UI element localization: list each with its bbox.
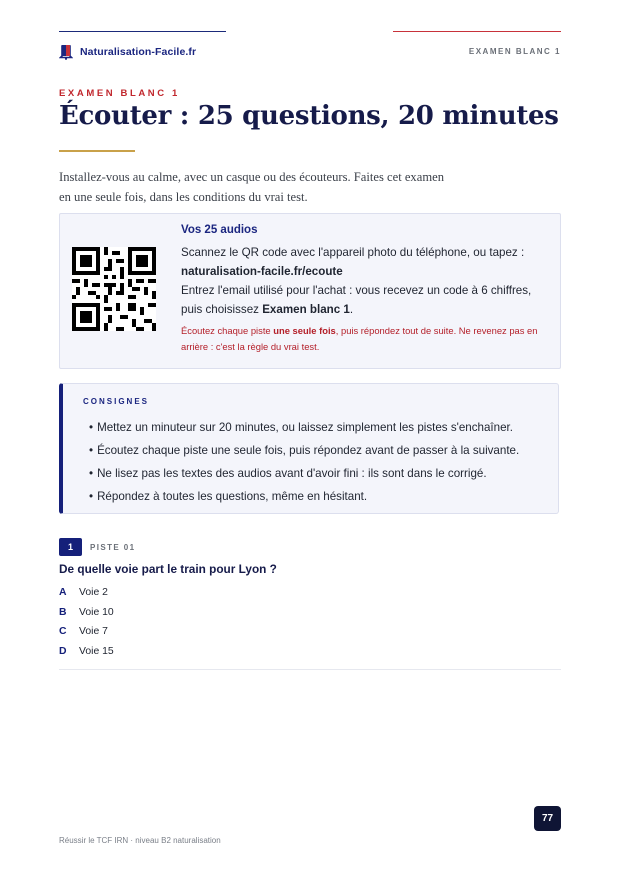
rule-item: • Ne lisez pas les textes des audios avant d'avoir fini : ils sont dans le corrigé. xyxy=(89,467,487,480)
answer-option[interactable] xyxy=(59,603,114,623)
option-letter: A xyxy=(59,587,67,599)
answer-option[interactable] xyxy=(59,622,114,642)
bell-icon xyxy=(59,44,73,60)
audio-warning: Écoutez chaque piste une seule fois, puis répondez tout de suite. Ne revenez pas en arrière : c'est la règle du vrai test. xyxy=(181,325,538,352)
question-header xyxy=(59,538,135,556)
audio-scan-instruction: Scannez le QR code avec l'appareil photo du téléphone, ou tapez : xyxy=(181,246,525,259)
question-number-badge: 1 xyxy=(59,538,82,556)
header-section-label: EXAMEN BLANC 1 xyxy=(468,47,561,56)
exam-name: Examen blanc 1 xyxy=(262,303,350,316)
page-number: 77 xyxy=(534,806,561,831)
kicker: EXAMEN BLANC 1 xyxy=(59,88,180,99)
answer-option[interactable] xyxy=(59,583,114,603)
rules-title: CONSIGNES xyxy=(83,397,150,406)
audio-email-instruction: Entrez l'email utilisé pour l'achat : vous recevez un code à 6 chiffres, puis choisissez Examen blanc 1. xyxy=(181,284,532,316)
rule-item: • Écoutez chaque piste une seule fois, puis répondez avant de passer à la suivante. xyxy=(89,444,520,457)
option-text: Voie 10 xyxy=(79,606,114,618)
rules-box xyxy=(59,383,559,514)
answer-option[interactable] xyxy=(59,642,114,662)
brand xyxy=(59,44,196,60)
audio-url[interactable]: naturalisation-facile.fr/ecoute xyxy=(181,265,343,278)
option-text: Voie 7 xyxy=(79,626,108,638)
question-text: De quelle voie part le train pour Lyon ? xyxy=(59,562,277,576)
audio-box-title: Vos 25 audios xyxy=(181,224,258,236)
title-underline xyxy=(59,150,135,152)
qr-code[interactable] xyxy=(72,247,156,331)
top-bar-red-segment xyxy=(393,31,561,32)
option-text: Voie 2 xyxy=(79,587,108,599)
audio-access-box xyxy=(59,213,561,369)
rules-list xyxy=(89,416,519,508)
intro-text: Installez-vous au calme, avec un casque ou des écouteurs. Faites cet examen en une seule fois, dans les conditions du vrai test. xyxy=(59,170,445,204)
option-letter: C xyxy=(59,626,67,638)
rule-item: • Mettez un minuteur sur 20 minutes, ou laissez simplement les pistes s'enchaîner. xyxy=(89,421,513,434)
rule-item: • Répondez à toutes les questions, même en hésitant. xyxy=(89,490,368,503)
footer-text: Réussir le TCF IRN · niveau B2 naturalisation xyxy=(59,836,221,845)
option-letter: B xyxy=(59,606,67,618)
page-header xyxy=(59,44,561,62)
top-bar-blue-segment xyxy=(59,31,226,32)
answer-options xyxy=(59,583,114,661)
track-label: PISTE 01 xyxy=(90,542,136,552)
top-accent-bar xyxy=(59,31,561,33)
brand-name: Naturalisation-Facile.fr xyxy=(80,46,197,58)
option-letter: D xyxy=(59,646,67,658)
option-text: Voie 15 xyxy=(79,646,114,658)
page-title: Écouter : 25 questions, 20 minutes xyxy=(59,101,559,131)
audio-instructions xyxy=(181,224,553,355)
question-divider xyxy=(59,669,561,670)
